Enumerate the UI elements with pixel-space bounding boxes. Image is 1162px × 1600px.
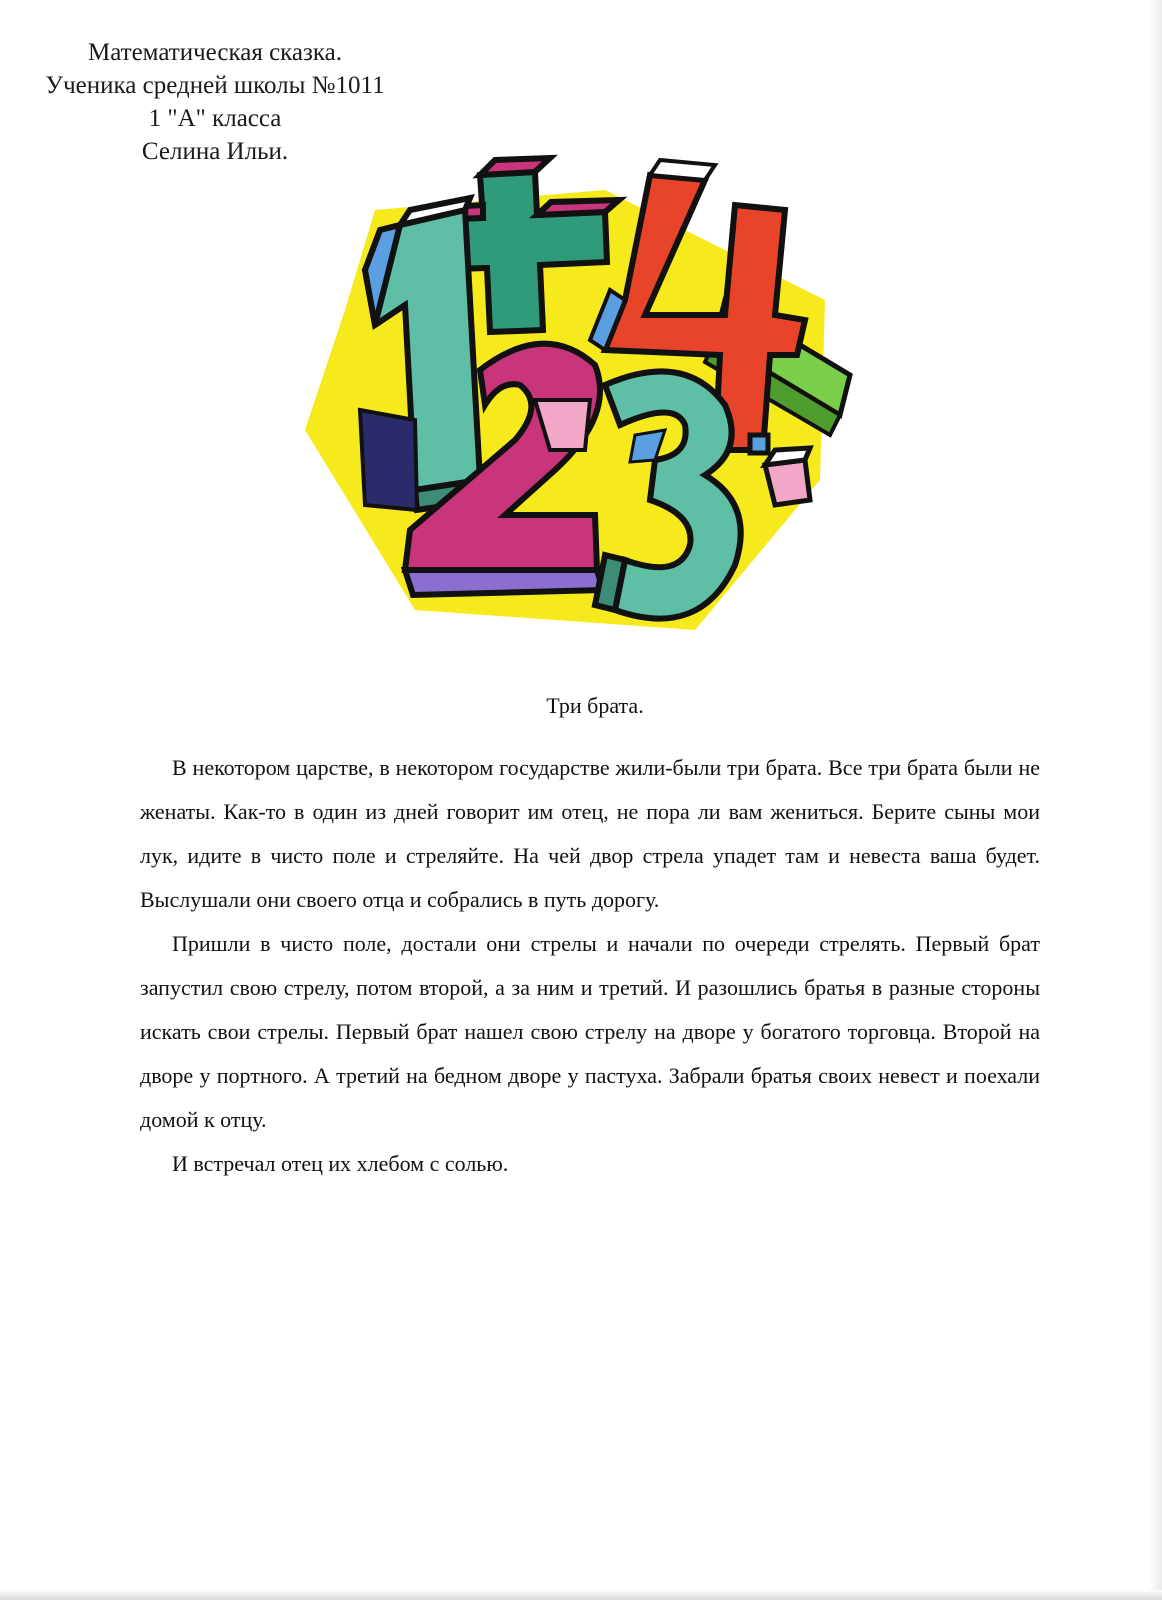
story-paragraph: Пришли в чисто поле, достали они стрелы и начали по очереди стрелять. Первый брат запустил свою стрелу, потом второй, а за ним и третий. И разошлись братья в разные стороны искать свои стрелы. Первый брат нашел свою стрелу на дворе у богатого торговца. Второй на дворе у портного. А третий на бедном дворе у пастуха. Забрали братья своих невест и поехали домой к отцу. (140, 931, 1040, 1132)
header-line-school: Ученика средней школы №1011 (45, 72, 385, 99)
header-line-title: Математическая сказка. (87, 39, 343, 66)
scan-edge-right (1148, 0, 1162, 1600)
story-body (140, 746, 1040, 1186)
header-line-class: 1 "А" класса (148, 105, 282, 132)
scan-edge-bottom (0, 1590, 1162, 1600)
clipart-black-shadow-one (360, 410, 417, 510)
numbers-clipart-illustration (305, 150, 865, 670)
story-paragraph: И встречал отец их хлебом с солью. (172, 1151, 509, 1176)
story-paragraph: В некотором царстве, в некотором государстве жили-были три брата. Все три брата были не женаты. Как-то в один из дней говорит им отец, не пора ли вам жениться. Берите сыны мои лук, идите в чисто поле и стреляйте. На чей двор стрела упадет там и невеста ваша будет. Выслушали они своего отца и собрались в путь дорогу. (140, 755, 1040, 912)
story-title: Три брата. (546, 693, 644, 718)
header-line-author: Селина Ильи. (141, 138, 289, 165)
author-header (0, 36, 430, 168)
